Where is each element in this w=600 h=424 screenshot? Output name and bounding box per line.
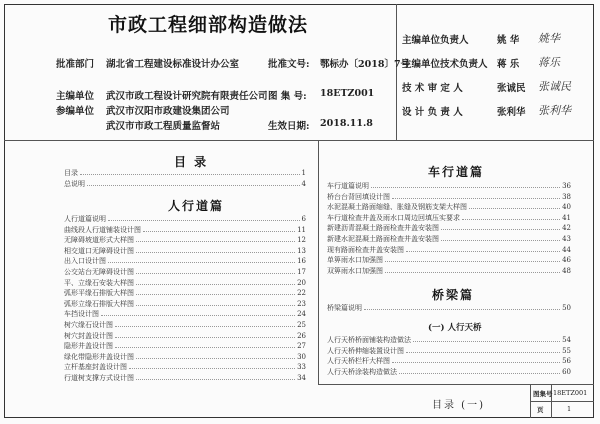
toc-entry xyxy=(64,341,306,351)
toc-dot-leader xyxy=(462,213,560,220)
header-vertical-divider xyxy=(396,4,397,140)
toc-entry xyxy=(327,202,571,212)
drawing-title: 目录 (一) xyxy=(432,400,485,411)
toc-entry-page: 11 xyxy=(297,225,306,234)
toc-dot-leader xyxy=(136,235,295,242)
toc-entry-page: 46 xyxy=(562,256,571,265)
toc-dot-leader xyxy=(392,356,560,363)
toc-dot-leader xyxy=(406,245,560,252)
toc-entry-title: 树穴封盖设计图 xyxy=(64,331,113,340)
responsible-name-2: 蒋 乐 xyxy=(497,59,520,70)
toc-entry xyxy=(64,352,306,362)
toc-entry-page: 42 xyxy=(562,224,571,233)
toc-dot-leader xyxy=(441,234,560,241)
toc-entry-title: 目录 xyxy=(64,169,78,177)
toc-entry-page: 26 xyxy=(297,331,306,340)
title-block-mid xyxy=(530,401,594,402)
title-block-atlas-label: 图集号 xyxy=(533,390,553,398)
toc-entry xyxy=(64,288,306,298)
toc-entry-page: 22 xyxy=(297,289,306,298)
road-section-title: 车行道篇 xyxy=(428,165,485,179)
toc-entry xyxy=(64,331,306,341)
toc-entry-page: 23 xyxy=(297,299,306,308)
toc-entry xyxy=(327,213,571,223)
toc-entry-title: 隐形井盖设计图 xyxy=(64,342,113,351)
toc-dot-leader xyxy=(406,346,560,353)
toc-dot-leader xyxy=(441,223,560,230)
toc-entry xyxy=(64,309,306,319)
toc-entry-title: 车行道检查井盖及雨水口周边回填压实要求 xyxy=(327,213,460,222)
co-editor-unit-2: 武汉市市政工程质量监督站 xyxy=(106,121,221,132)
toc-dot-leader xyxy=(136,299,295,306)
toc-dot-leader xyxy=(392,192,560,199)
toc-entry-page: 16 xyxy=(297,257,306,266)
title-block-page-label: 页 xyxy=(537,406,544,414)
title-block-page: 1 xyxy=(567,405,572,413)
toc-entry-title: 人行天桥栏杆大样图 xyxy=(327,357,390,366)
toc-dot-leader xyxy=(87,179,300,186)
toc-entry xyxy=(327,245,571,255)
toc-entry-page: 34 xyxy=(297,374,306,382)
approval-no-label: 批准文号: xyxy=(268,59,310,70)
toc-entry-page: 55 xyxy=(562,346,571,355)
toc-dot-leader xyxy=(399,367,560,374)
toc-entry-page: 41 xyxy=(562,213,571,222)
toc-entry-page: 6 xyxy=(301,215,306,223)
responsible-name-4: 张利华 xyxy=(497,107,526,118)
toc-dot-leader xyxy=(80,168,300,175)
toc-entry-title: 现有路面检查井盖安装图 xyxy=(327,245,404,254)
toc-entry xyxy=(327,367,571,377)
toc-entry-title: 平、立缘石安装大样图 xyxy=(64,278,134,287)
toc-entry xyxy=(327,192,571,202)
editor-unit: 武汉市政工程设计研究院有限责任公司 xyxy=(106,91,268,102)
title-block-atlas-no: 18ETZ001 xyxy=(553,389,588,397)
signature-3: 张诚民 xyxy=(538,80,571,93)
toc-entry xyxy=(327,234,571,244)
approval-no: 鄂标办〔2018〕7号 xyxy=(320,59,411,70)
editor-unit-label: 主编单位 xyxy=(56,91,95,102)
toc-dot-leader xyxy=(115,331,295,338)
toc-entry xyxy=(64,267,306,277)
toc-entry xyxy=(327,303,571,313)
toc-entry-page: 43 xyxy=(562,235,571,243)
header-divider xyxy=(4,140,594,141)
toc-entry xyxy=(327,255,571,265)
toc-entry xyxy=(327,266,571,276)
toc-entry-page: 1 xyxy=(301,169,306,177)
toc-entry-page: 50 xyxy=(562,304,571,312)
toc-entry-title: 总说明 xyxy=(64,180,85,188)
title-block-top xyxy=(318,384,594,385)
toc-entry-title: 桥台台背回填设计图 xyxy=(327,192,390,201)
signature-1: 姚华 xyxy=(538,32,560,45)
toc-entry xyxy=(64,246,306,256)
toc-entry-page: 30 xyxy=(297,352,306,361)
toc-dot-leader xyxy=(385,255,560,262)
effective-date: 2018.11.8 xyxy=(320,118,373,129)
toc-entry-title: 人行天桥桥面铺装构造做法 xyxy=(327,336,411,344)
toc-entry-page: 27 xyxy=(297,342,306,351)
toc-dot-leader xyxy=(136,373,295,380)
toc-entry xyxy=(327,223,571,233)
toc-dot-leader xyxy=(101,309,295,316)
toc-entry-title: 桥梁篇说明 xyxy=(327,304,362,312)
bridge-section-title: 桥梁篇 xyxy=(432,288,475,302)
toc-entry-page: 40 xyxy=(562,203,571,212)
toc-entry-title: 人行道篇说明 xyxy=(64,215,106,223)
toc-entry-page: 25 xyxy=(297,321,306,329)
toc-entry-title: 无障碍坡道形式大样图 xyxy=(64,236,134,245)
toc-dot-leader xyxy=(413,335,560,342)
toc-entry-page: 17 xyxy=(297,268,306,276)
toc-entry xyxy=(64,362,306,372)
toc-entry-title: 立杆基座封盖设计图 xyxy=(64,363,127,372)
toc-entry-title: 出入口设计图 xyxy=(64,257,106,266)
toc-dot-leader xyxy=(136,246,295,253)
responsible-name-3: 张诚民 xyxy=(497,83,526,94)
toc-entry-title: 人行天桥涂装构造做法 xyxy=(327,367,397,376)
toc-dot-leader xyxy=(136,267,295,274)
toc-entry-title: 水泥混凝土路面缩缝、胀缝及钢筋支架大样图 xyxy=(327,203,467,212)
toc-dot-leader xyxy=(469,202,560,209)
toc-entry-title: 曲线段人行道铺装设计图 xyxy=(64,225,141,234)
toc-entry-title: 人行天桥伸缩装置设计图 xyxy=(327,346,404,355)
page-title: 市政工程细部构造做法 xyxy=(108,14,309,36)
toc-dot-leader xyxy=(108,256,295,263)
footbridge-subtitle: (一) 人行天桥 xyxy=(428,323,482,333)
toc-entry xyxy=(64,179,306,189)
toc-entry-title: 车行道篇说明 xyxy=(327,182,369,190)
toc-entry-page: 38 xyxy=(562,192,571,201)
signature-4: 张利华 xyxy=(538,104,571,117)
toc-entry-page: 33 xyxy=(297,363,306,372)
toc-entry-page: 12 xyxy=(297,236,306,245)
toc-entry-page: 48 xyxy=(562,266,571,275)
responsible-role-1: 主编单位负责人 xyxy=(402,35,469,46)
toc-entry xyxy=(64,235,306,245)
toc-entry xyxy=(327,356,571,366)
toc-entry xyxy=(327,181,571,191)
atlas-no-label: 图 集 号: xyxy=(268,91,307,102)
toc-entry-title: 新建沥青混凝土路面检查井盖安装图 xyxy=(327,224,439,233)
toc-entry-page: 54 xyxy=(562,336,571,344)
approval-dept-label: 批准部门 xyxy=(56,59,95,70)
toc-dot-leader xyxy=(136,288,295,295)
toc-entry xyxy=(64,299,306,309)
toc-entry xyxy=(64,225,306,235)
toc-entry xyxy=(64,168,306,178)
toc-column-divider xyxy=(318,140,319,384)
toc-entry-title: 相交道口无障碍设计图 xyxy=(64,246,134,255)
toc-dot-leader xyxy=(143,225,295,232)
toc-dot-leader xyxy=(108,214,300,221)
toc-entry xyxy=(64,278,306,288)
toc-entry-title: 行道树支撑方式设计图 xyxy=(64,374,134,382)
sidewalk-section-title: 人行道篇 xyxy=(168,199,225,213)
toc-entry xyxy=(64,320,306,330)
toc-dot-leader xyxy=(364,303,560,310)
approval-dept: 湖北省工程建设标准设计办公室 xyxy=(106,59,240,70)
toc-entry-page: 24 xyxy=(297,310,306,319)
toc-entry-page: 44 xyxy=(562,245,571,254)
toc-entry xyxy=(64,256,306,266)
toc-title: 目 录 xyxy=(174,155,209,169)
responsible-role-3: 技 术 审 定 人 xyxy=(402,83,463,94)
toc-entry-title: 新建水泥混凝土路面检查井盖安装图 xyxy=(327,235,439,243)
toc-entry-title: 公交站台无障碍设计图 xyxy=(64,268,134,276)
toc-entry-title: 树穴缘石设计图 xyxy=(64,321,113,329)
toc-entry-page: 13 xyxy=(297,246,306,255)
atlas-no: 18ETZ001 xyxy=(320,88,375,99)
signature-2: 蒋乐 xyxy=(538,56,560,69)
responsible-role-2: 主编单位技术负责人 xyxy=(402,59,488,70)
toc-dot-leader xyxy=(115,341,295,348)
toc-entry-page: 36 xyxy=(562,182,571,190)
toc-entry-page: 60 xyxy=(562,367,571,376)
toc-entry-page: 20 xyxy=(297,278,306,287)
toc-entry-title: 双箅雨水口加强图 xyxy=(327,266,383,275)
responsible-name-1: 姚 华 xyxy=(497,35,520,46)
co-editor-label: 参编单位 xyxy=(56,106,95,117)
toc-entry xyxy=(64,373,306,383)
co-editor-unit-1: 武汉市汉阳市政建设集团公司 xyxy=(106,106,230,117)
toc-dot-leader xyxy=(115,320,295,327)
toc-entry xyxy=(327,346,571,356)
toc-entry-title: 弧形立缘石排版大样图 xyxy=(64,299,134,308)
toc-entry-title: 绿化带隐形井盖设计图 xyxy=(64,352,134,361)
toc-dot-leader xyxy=(136,278,295,285)
toc-entry xyxy=(64,214,306,224)
toc-entry-title: 单箅雨水口加强图 xyxy=(327,256,383,265)
toc-dot-leader xyxy=(129,362,295,369)
toc-dot-leader xyxy=(385,266,560,273)
responsible-role-4: 设 计 负 责 人 xyxy=(402,107,463,118)
toc-entry-title: 弧形平缘石排版大样图 xyxy=(64,289,134,298)
toc-entry-page: 4 xyxy=(301,180,306,188)
toc-entry-page: 56 xyxy=(562,357,571,366)
toc-dot-leader xyxy=(136,352,295,359)
toc-entry-title: 车挡设计图 xyxy=(64,310,99,319)
toc-dot-leader xyxy=(371,181,560,188)
toc-entry xyxy=(327,335,571,345)
effective-date-label: 生效日期: xyxy=(268,121,310,132)
